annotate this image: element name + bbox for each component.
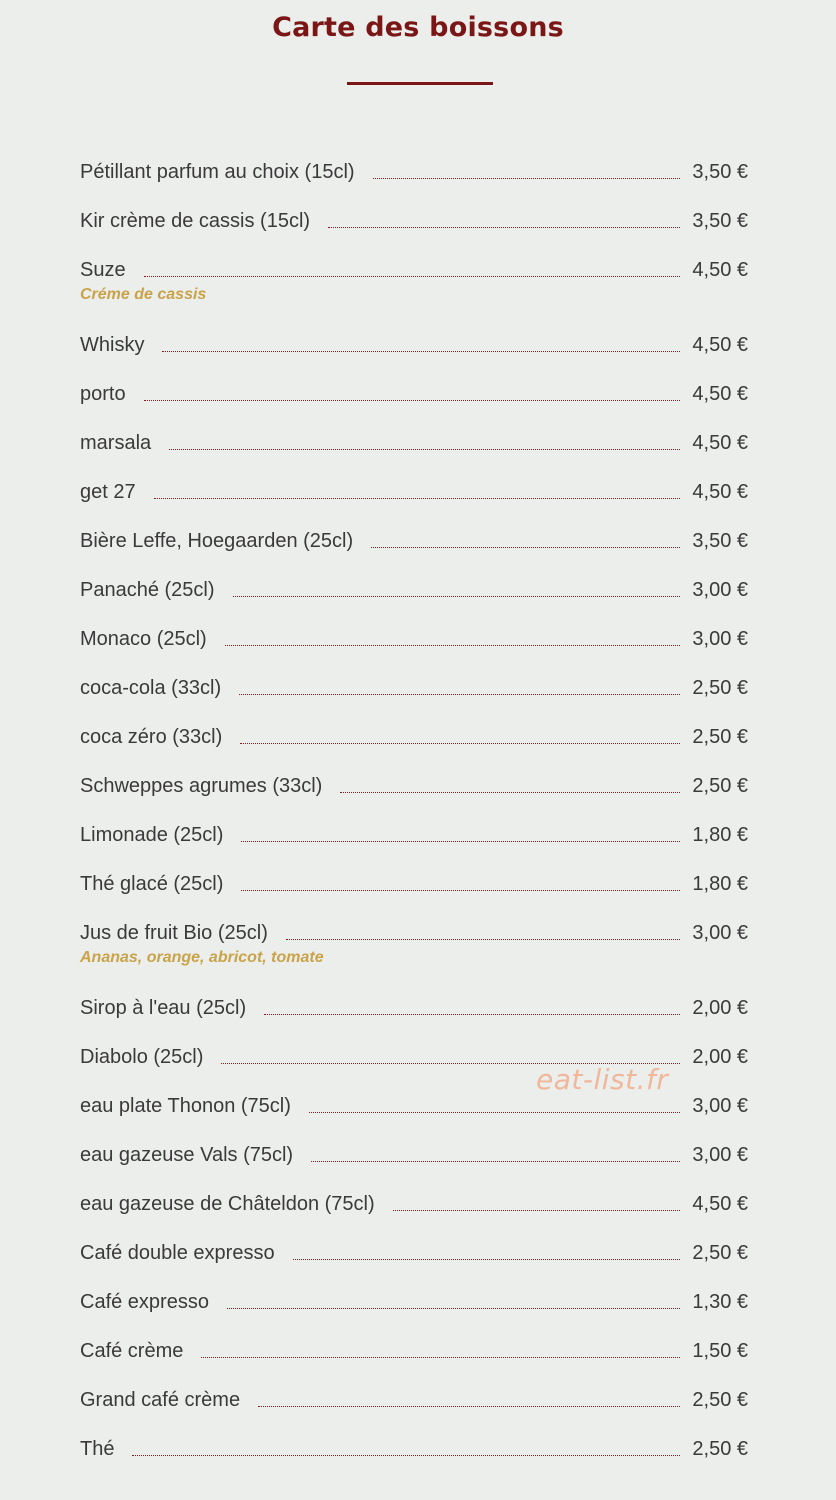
dotted-leader xyxy=(373,178,681,179)
menu-item xyxy=(80,253,748,308)
menu-item-name: eau gazeuse Vals (75cl) xyxy=(80,1144,294,1166)
menu-item-name: Jus de fruit Bio (25cl) xyxy=(80,922,268,944)
menu-item-row xyxy=(80,475,748,504)
menu-item-name: porto xyxy=(80,383,126,405)
dotted-leader xyxy=(144,276,681,277)
menu-item-name: Café expresso xyxy=(80,1291,209,1313)
dotted-leader xyxy=(293,1259,681,1260)
menu-item xyxy=(80,1383,748,1412)
dotted-leader xyxy=(144,400,681,401)
dotted-leader xyxy=(154,498,681,499)
menu-item xyxy=(80,426,748,455)
menu-item-row xyxy=(80,671,748,700)
watermark: eat-list.fr xyxy=(536,1063,669,1096)
menu-item-name: Diabolo (25cl) xyxy=(80,1046,204,1068)
menu-item-price: 4,50 € xyxy=(692,1193,748,1215)
menu-item-name: Bière Leffe, Hoegaarden (25cl) xyxy=(80,530,354,552)
menu-item-note: Créme de cassis xyxy=(80,286,207,303)
menu-item xyxy=(80,328,748,357)
menu-item-price: 3,00 € xyxy=(692,1144,748,1166)
menu-item xyxy=(80,769,748,798)
menu-item xyxy=(80,916,748,971)
dotted-leader xyxy=(132,1455,680,1456)
menu-item-row xyxy=(80,818,748,847)
menu-item-row xyxy=(80,377,748,406)
menu-item-name: Whisky xyxy=(80,334,145,356)
dotted-leader xyxy=(264,1014,680,1015)
dotted-leader xyxy=(227,1308,680,1309)
menu-item-row xyxy=(80,253,748,282)
menu-item-row xyxy=(80,1236,748,1265)
menu-item-price: 2,50 € xyxy=(692,1242,748,1264)
menu-item xyxy=(80,1285,748,1314)
menu-item-name: Thé xyxy=(80,1438,115,1460)
dotted-leader xyxy=(286,939,681,940)
drinks-menu xyxy=(80,155,748,1481)
menu-item xyxy=(80,573,748,602)
menu-item xyxy=(80,475,748,504)
menu-item-row xyxy=(80,1285,748,1314)
menu-item-name: Schweppes agrumes (33cl) xyxy=(80,775,323,797)
menu-item xyxy=(80,155,748,184)
dotted-leader xyxy=(239,694,680,695)
menu-item-name: Suze xyxy=(80,259,126,281)
menu-item xyxy=(80,622,748,651)
dotted-leader xyxy=(240,743,680,744)
menu-item-name: Café double expresso xyxy=(80,1242,275,1264)
menu-item-price: 2,00 € xyxy=(692,1046,748,1068)
menu-item-name: eau plate Thonon (75cl) xyxy=(80,1095,291,1117)
menu-item-row xyxy=(80,1089,748,1118)
dotted-leader xyxy=(201,1357,680,1358)
menu-item-name: Grand café crème xyxy=(80,1389,241,1411)
menu-item-row xyxy=(80,916,748,945)
menu-item xyxy=(80,671,748,700)
dotted-leader xyxy=(340,792,680,793)
dotted-leader xyxy=(258,1406,680,1407)
menu-item xyxy=(80,991,748,1020)
menu-item-row xyxy=(80,991,748,1020)
menu-item xyxy=(80,1138,748,1167)
page-title: Carte des boissons xyxy=(272,12,564,43)
menu-item-price: 1,80 € xyxy=(692,824,748,846)
menu-item-name: coca-cola (33cl) xyxy=(80,677,222,699)
menu-item-price: 2,50 € xyxy=(692,775,748,797)
menu-item-price: 3,00 € xyxy=(692,922,748,944)
dotted-leader xyxy=(241,841,680,842)
menu-item-price: 2,00 € xyxy=(692,997,748,1019)
menu-item-price: 1,30 € xyxy=(692,1291,748,1313)
menu-item-price: 2,50 € xyxy=(692,1438,748,1460)
menu-item-price: 3,50 € xyxy=(692,210,748,232)
dotted-leader xyxy=(162,351,680,352)
menu-item xyxy=(80,1432,748,1461)
menu-item-price: 2,50 € xyxy=(692,1389,748,1411)
menu-item-row xyxy=(80,155,748,184)
menu-item-price: 2,50 € xyxy=(692,726,748,748)
menu-item xyxy=(80,818,748,847)
menu-item-price: 3,00 € xyxy=(692,579,748,601)
menu-item-name: eau gazeuse de Châteldon (75cl) xyxy=(80,1193,375,1215)
menu-item xyxy=(80,377,748,406)
dotted-leader xyxy=(371,547,680,548)
menu-item-row xyxy=(80,720,748,749)
menu-item-price: 4,50 € xyxy=(692,259,748,281)
menu-item-price: 3,50 € xyxy=(692,161,748,183)
menu-item-price: 3,00 € xyxy=(692,628,748,650)
menu-item-name: Monaco (25cl) xyxy=(80,628,207,650)
menu-item-name: Pétillant parfum au choix (15cl) xyxy=(80,161,355,183)
menu-item-price: 4,50 € xyxy=(692,432,748,454)
menu-item-row xyxy=(80,204,748,233)
menu-item xyxy=(80,1334,748,1363)
dotted-leader xyxy=(393,1210,681,1211)
menu-item-name: get 27 xyxy=(80,481,136,503)
menu-item-row xyxy=(80,1383,748,1412)
menu-item xyxy=(80,524,748,553)
menu-item xyxy=(80,867,748,896)
menu-item-price: 3,00 € xyxy=(692,1095,748,1117)
menu-item xyxy=(80,720,748,749)
menu-item xyxy=(80,204,748,233)
menu-item-row xyxy=(80,573,748,602)
menu-item xyxy=(80,1089,748,1118)
menu-item-price: 3,50 € xyxy=(692,530,748,552)
menu-item-row xyxy=(80,769,748,798)
menu-item-name: Panaché (25cl) xyxy=(80,579,215,601)
dotted-leader xyxy=(241,890,680,891)
menu-item-price: 4,50 € xyxy=(692,334,748,356)
menu-item-name: Café crème xyxy=(80,1340,184,1362)
menu-item-row xyxy=(80,328,748,357)
dotted-leader xyxy=(233,596,681,597)
menu-item-price: 1,50 € xyxy=(692,1340,748,1362)
menu-item-name: Kir crème de cassis (15cl) xyxy=(80,210,311,232)
menu-item-row xyxy=(80,1138,748,1167)
menu-item-row xyxy=(80,1432,748,1461)
dotted-leader xyxy=(225,645,681,646)
dotted-leader xyxy=(221,1063,680,1064)
menu-item-price: 4,50 € xyxy=(692,481,748,503)
menu-item-row xyxy=(80,426,748,455)
menu-item-price: 2,50 € xyxy=(692,677,748,699)
menu-item-name: marsala xyxy=(80,432,152,454)
menu-item xyxy=(80,1040,748,1069)
menu-item-note: Ananas, orange, abricot, tomate xyxy=(80,949,324,966)
menu-item xyxy=(80,1236,748,1265)
menu-item-price: 4,50 € xyxy=(692,383,748,405)
dotted-leader xyxy=(328,227,680,228)
menu-item-row xyxy=(80,1187,748,1216)
dotted-leader xyxy=(169,449,680,450)
title-underline xyxy=(347,82,493,85)
menu-item xyxy=(80,1187,748,1216)
menu-item-row xyxy=(80,1334,748,1363)
menu-item-name: Limonade (25cl) xyxy=(80,824,224,846)
menu-item-name: coca zéro (33cl) xyxy=(80,726,223,748)
dotted-leader xyxy=(309,1112,681,1113)
menu-item-row xyxy=(80,622,748,651)
dotted-leader xyxy=(311,1161,680,1162)
menu-item-row xyxy=(80,524,748,553)
menu-item-row xyxy=(80,1040,748,1069)
menu-item-name: Thé glacé (25cl) xyxy=(80,873,224,895)
menu-item-row xyxy=(80,867,748,896)
menu-item-price: 1,80 € xyxy=(692,873,748,895)
menu-item-name: Sirop à l'eau (25cl) xyxy=(80,997,247,1019)
